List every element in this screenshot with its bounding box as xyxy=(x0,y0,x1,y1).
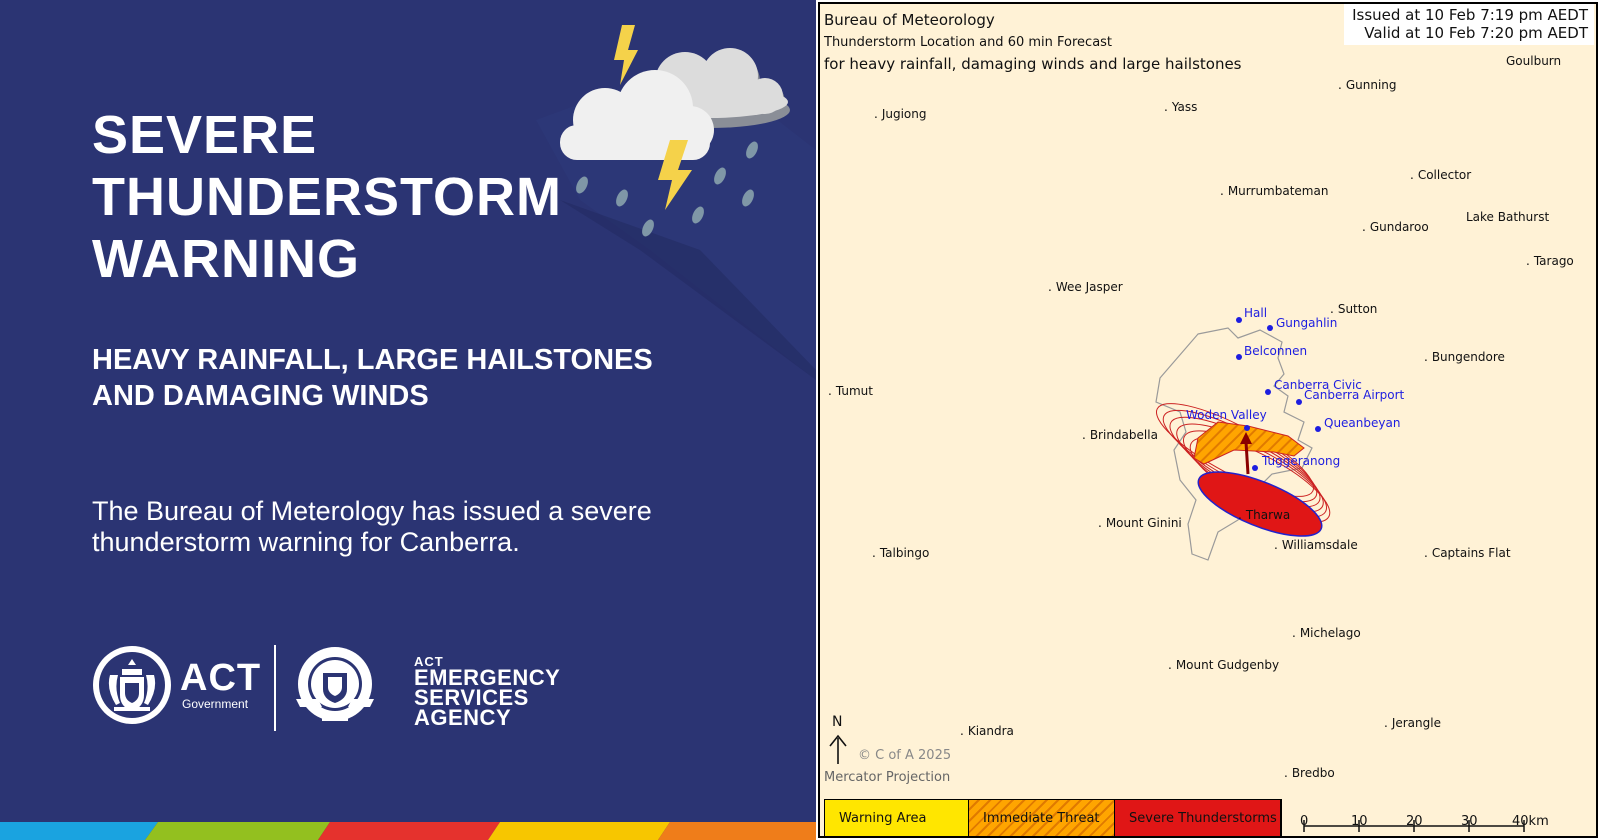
place-collector: . Collector xyxy=(1410,168,1471,182)
act-place-tuggeranong: Tuggeranong xyxy=(1262,454,1341,468)
scale-label-10: 10 xyxy=(1351,814,1368,829)
esa-emblem-logo xyxy=(292,643,378,729)
legend-warning-area: Warning Area xyxy=(825,800,969,836)
warning-description: The Bureau of Meterology has issued a severe thunderstorm warning for Canberra. xyxy=(92,496,652,557)
lightning-bolt-icon xyxy=(614,25,638,85)
thunderstorm-forecast-map xyxy=(818,2,1598,838)
north-label: N xyxy=(832,714,843,730)
act-place-hall: Hall xyxy=(1244,306,1268,320)
headline-line: THUNDERSTORM xyxy=(92,167,562,227)
place-sutton: . Sutton xyxy=(1330,302,1377,316)
place-tumut: . Tumut xyxy=(828,384,873,398)
subhead-line: HEAVY RAINFALL, LARGE HAILSTONES xyxy=(92,344,653,376)
hazard-subheading xyxy=(92,342,752,414)
map-title: Bureau of Meteorology xyxy=(824,11,995,29)
issued-time: Issued at 10 Feb 7:19 pm AEDT xyxy=(1352,6,1588,24)
act-place-gungahlin: Gungahlin xyxy=(1276,316,1338,330)
esa-line-agency: AGENCY xyxy=(414,705,512,730)
place-tarago: . Tarago xyxy=(1526,254,1574,268)
esa-act-label: ACT xyxy=(414,654,444,669)
scale-label-0: 0 xyxy=(1300,814,1309,829)
place-williamsdale: . Williamsdale xyxy=(1274,538,1358,552)
legend-severe-thunderstorms: Severe Thunderstorms xyxy=(1115,800,1281,836)
valid-time: Valid at 10 Feb 7:20 pm AEDT xyxy=(1364,24,1588,42)
place-kiandra: . Kiandra xyxy=(960,724,1014,738)
place-michelago: . Michelago xyxy=(1292,626,1361,640)
place-bredbo: . Bredbo xyxy=(1284,766,1335,780)
act-coat-of-arms-logo xyxy=(92,645,172,725)
legend-immediate-threat: Immediate Threat xyxy=(969,800,1115,836)
logo-divider xyxy=(274,645,276,731)
place-jugiong: . Jugiong xyxy=(874,107,927,121)
act-place-canberra-civic: Canberra Civic xyxy=(1274,378,1362,392)
place-wee-jasper: . Wee Jasper xyxy=(1048,280,1123,294)
place-tharwa: . Tharwa xyxy=(1238,508,1290,522)
map-legend xyxy=(824,799,1282,837)
subhead-line: AND DAMAGING WINDS xyxy=(92,380,429,412)
place-gundaroo: . Gundaroo xyxy=(1362,220,1429,234)
place-mount-gudgenby: . Mount Gudgenby xyxy=(1168,658,1279,672)
act-place-canberra-airport: Canberra Airport xyxy=(1304,388,1405,402)
place-mount-ginini: . Mount Ginini xyxy=(1098,516,1182,530)
storm-cloud-icon xyxy=(560,20,805,250)
esa-line-emergency: EMERGENCY xyxy=(414,665,561,690)
issue-time-box xyxy=(1344,4,1594,45)
act-place-queanbeyan: Queanbeyan xyxy=(1324,416,1401,430)
headline-line: SEVERE xyxy=(92,105,318,165)
logo-bar xyxy=(92,645,652,731)
map-subtitle-2: for heavy rainfall, damaging winds and large hailstones xyxy=(824,55,1242,73)
place-murrumbateman: . Murrumbateman xyxy=(1220,184,1328,198)
map-subtitle: Thunderstorm Location and 60 min Forecast xyxy=(824,35,1113,50)
page-title xyxy=(92,104,562,290)
act-government-wordmark: ACT xyxy=(180,657,262,699)
place-bungendore: . Bungendore xyxy=(1424,350,1505,364)
place-captains-flat: . Captains Flat xyxy=(1424,546,1511,560)
place-lake-bathurst: Lake Bathurst xyxy=(1466,210,1550,224)
severe-storm-cell xyxy=(1191,459,1330,549)
storm-movement-arrow xyxy=(1246,442,1248,474)
place-yass: . Yass xyxy=(1164,100,1197,114)
place-jerangle: . Jerangle xyxy=(1384,716,1441,730)
color-stripe-decoration xyxy=(0,822,816,840)
place-brindabella: . Brindabella xyxy=(1082,428,1158,442)
headline-line: WARNING xyxy=(92,229,360,289)
scale-label-30: 30 xyxy=(1461,814,1478,829)
scale-label-20: 20 xyxy=(1406,814,1423,829)
place-goulburn: Goulburn xyxy=(1506,54,1562,68)
scale-label-40: 40km xyxy=(1512,814,1549,829)
act-government-subtitle: Government xyxy=(182,697,249,711)
projection-label: Mercator Projection xyxy=(824,770,951,785)
place-talbingo: . Talbingo xyxy=(872,546,929,560)
copyright-text: © C of A 2025 xyxy=(858,748,952,763)
act-place-belconnen: Belconnen xyxy=(1244,344,1308,358)
esa-line-services: SERVICES xyxy=(414,685,529,710)
act-place-woden-valley: Woden Valley xyxy=(1186,408,1267,422)
place-gunning: . Gunning xyxy=(1338,78,1397,92)
esa-wordmark xyxy=(414,655,560,728)
north-arrow-icon xyxy=(830,736,846,764)
